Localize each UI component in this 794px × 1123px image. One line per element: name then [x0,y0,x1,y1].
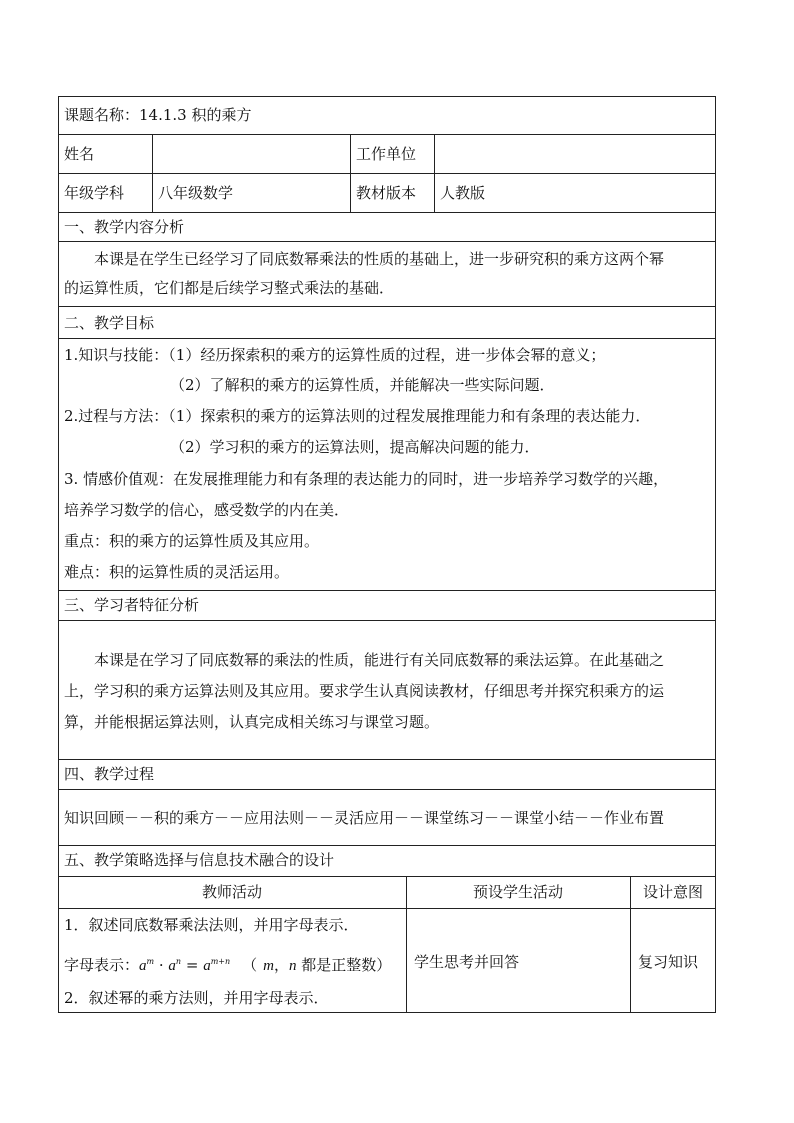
row-divider [58,845,716,846]
objective-line: （2）学习积的乘方的运算法则，提高解决问题的能力． [170,438,540,456]
col-divider [152,134,153,212]
formula-exp: m+n [210,957,231,966]
edition-value: 人教版 [440,184,486,202]
header-student-activity: 预设学生活动 [472,883,563,901]
formula-base: a [168,958,176,974]
section-title: 一、教学内容分析 [64,218,185,236]
row-divider [58,620,716,621]
paragraph-line: 本课是在学习了同底数幂的乘法的性质，能进行有关同底数幂的乘法运算。在此基础之 [94,651,665,669]
formula-cond-close: 都是正整数） [296,956,392,974]
formula-base: a [139,958,147,974]
lesson-topic: 课题名称：14.1.3 积的乘方 [64,106,252,124]
formula-dot: · [154,956,169,974]
col-divider [434,134,435,212]
row-divider [58,241,716,242]
formula-line [64,952,391,976]
section-title: 二、教学目标 [64,314,155,332]
header-teacher-activity: 教师活动 [201,883,262,901]
key-point-line: 重点：积的乘方的运算性质及其应用。 [64,532,320,550]
unit-label: 工作单位 [356,145,417,163]
formula-cond-var: n [289,958,297,974]
header-design-intent: 设计意图 [642,883,703,901]
formula-cond-comma: ， [274,956,290,974]
formula-exp: m [146,957,155,966]
objective-line: 2.过程与方法：（1）探索积的乘方的运算法则的过程发展推理能力和有条理的表达能力． [64,407,651,425]
teacher-activity-line: 2．叙述幂的乘方法则，并用字母表示． [64,989,329,1007]
name-label: 姓名 [64,145,95,163]
process-flow: 知识回顾－－积的乘方－－应用法则－－灵活应用－－课堂练习－－课堂小结－－作业布置 [64,809,665,827]
row-divider [58,338,716,339]
paragraph-line: 本课是在学生已经学习了同底数幂乘法的性质的基础上，进一步研究积的乘方这两个幂 [94,250,665,268]
design-intent: 复习知识 [638,953,699,971]
row-divider [58,876,716,877]
row-divider [58,590,716,591]
row-divider [58,173,716,174]
row-divider [58,134,716,135]
col-divider [350,134,351,212]
formula-base: a [203,958,211,974]
section-title: 五、教学策略选择与信息技术融合的设计 [64,851,335,869]
section-title: 三、学习者特征分析 [64,596,200,614]
formula-cond-var: m [263,958,274,974]
teacher-activity-line: 1．叙述同底数幂乘法法则，并用字母表示． [64,916,359,934]
section-title: 四、教学过程 [64,765,155,783]
formula-prefix: 字母表示： [64,956,140,974]
grade-value: 八年级数学 [158,184,234,202]
formula-eq: = [181,956,204,974]
formula-cond-open: （ [242,956,258,974]
paragraph-line: 的运算性质，它们都是后续学习整式乘法的基础． [64,279,395,297]
row-divider [58,908,716,909]
objective-line: 3. 情感价值观：在发展推理能力和有条理的表达能力的同时，进一步培养学习数学的兴趣， [64,470,669,488]
formula-exp: n [175,957,182,966]
row-divider [58,212,716,213]
objective-line: 1.知识与技能：（1）经历探索积的乘方的运算性质的过程，进一步体会幂的意义； [64,346,606,364]
difficulty-line: 难点：积的运算性质的灵活运用。 [64,563,290,581]
grade-label: 年级学科 [64,184,125,202]
row-divider [58,789,716,790]
objective-line: 培养学习数学的信心，感受数学的内在美． [64,501,350,519]
objective-line: （2）了解积的乘方的运算性质，并能解决一些实际问题． [170,376,555,394]
paragraph-line: 算，并能根据运算法则，认真完成相关练习与课堂习题。 [64,713,440,731]
row-divider [58,759,716,760]
row-divider [58,306,716,307]
paragraph-line: 上，学习积的乘方运算法则及其应用。要求学生认真阅读教材，仔细思考并探究积乘方的运 [64,682,665,700]
edition-label: 教材版本 [356,184,417,202]
student-activity: 学生思考并回答 [414,953,520,971]
